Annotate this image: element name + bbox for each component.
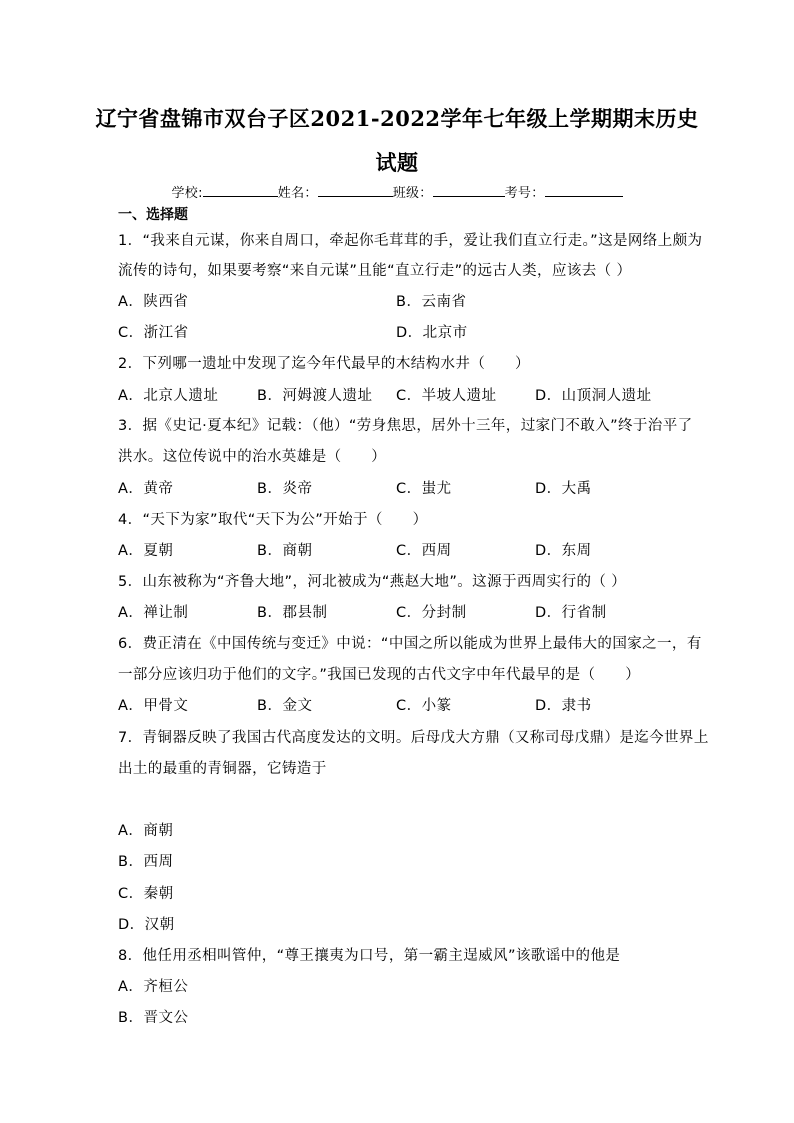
question-7-option-b: B．西周 — [118, 854, 174, 870]
question-2-option-b: B．河姆渡人遗址 — [257, 388, 373, 404]
question-8-option-b: B．晋文公 — [118, 1010, 189, 1026]
question-6-line-1: 6．费正清在《中国传统与变迁》中说：“中国之所以能成为世界上最伟大的国家之一，有 — [118, 636, 702, 652]
question-3-line-2: 洪水。这位传说中的治水英雄是（ ） — [118, 449, 387, 465]
question-3-option-b: B．炎帝 — [257, 481, 313, 497]
question-5-option-b: B．郡县制 — [257, 605, 328, 621]
question-4-line-1: 4．“天下为家”取代“天下为公”开始于（ ） — [118, 512, 428, 528]
school-label: 学校: — [171, 186, 203, 201]
question-1-option-c: C．浙江省 — [118, 325, 189, 341]
question-6-option-a: A．甲骨文 — [118, 698, 189, 714]
question-2-line-1: 2．下列哪一遗址中发现了迄今年代最早的木结构水井（ ） — [118, 356, 530, 372]
question-1-option-b: B．云南省 — [396, 294, 467, 310]
question-8-line-1: 8．他任用丞相叫管仲，“尊王攘夷为口号，第一霸主逞威风”该歌谣中的他是 — [118, 948, 621, 964]
question-6-line-2: 一部分应该归功于他们的文字。”我国已发现的古代文字中年代最早的是（ ） — [118, 667, 641, 683]
question-3-option-d: D．大禹 — [535, 481, 592, 497]
question-4-option-d: D．东周 — [535, 543, 592, 559]
question-5-line-1: 5．山东被称为“齐鲁大地”，河北被成为“燕赵大地”。这源于西周实行的（ ） — [118, 574, 627, 590]
school-blank — [203, 183, 278, 197]
class-label: 班级： — [392, 186, 433, 201]
question-1-line-2: 流传的诗句，如果要考察“来自元谋”且能“直立行走”的远古人类，应该去（ ） — [118, 263, 632, 279]
number-blank — [545, 183, 623, 197]
question-4-option-b: B．商朝 — [257, 543, 313, 559]
question-3-line-1: 3．据《史记·夏本纪》记载：（他）“劳身焦思，居外十三年，过家门不敢入”终于治平了 — [118, 418, 693, 434]
question-5-option-a: A．禅让制 — [118, 605, 189, 621]
question-7-option-c: C．秦朝 — [118, 886, 174, 902]
question-6-option-c: C．小篆 — [396, 698, 452, 714]
question-5-option-c: C．分封制 — [396, 605, 467, 621]
question-4-option-a: A．夏朝 — [118, 543, 174, 559]
question-7-option-d: D．汉朝 — [118, 917, 175, 933]
question-2-option-d: D．山顶洞人遗址 — [535, 388, 652, 404]
question-3-option-c: C．蚩尤 — [396, 481, 452, 497]
section-title: 一、选择题 — [118, 207, 188, 223]
exam-title-continued: 试题 — [375, 150, 419, 175]
class-blank — [433, 183, 505, 197]
name-blank — [318, 183, 393, 197]
question-7-option-a: A．商朝 — [118, 823, 174, 839]
question-7-line-1: 7．青铜器反映了我国古代高度发达的文明。后母戊大方鼎（又称司母戊鼎）是迄今世界上 — [118, 730, 709, 746]
question-3-option-a: A．黄帝 — [118, 481, 174, 497]
question-2-option-a: A．北京人遗址 — [118, 388, 219, 404]
question-5-option-d: D．行省制 — [535, 605, 607, 621]
question-7-line-2: 出土的最重的青铜器，它铸造于 — [118, 761, 327, 777]
name-label: 姓名： — [277, 186, 318, 201]
question-6-option-b: B．金文 — [257, 698, 313, 714]
question-6-option-d: D．隶书 — [535, 698, 592, 714]
question-8-option-a: A．齐桓公 — [118, 979, 189, 995]
exam-title: 辽宁省盘锦市双台子区2021-2022学年七年级上学期期末历史 — [95, 106, 699, 131]
question-1-line-1: 1．“我来自元谋，你来自周口，牵起你毛茸茸的手，爱让我们直立行走。”这是网络上颇为 — [118, 233, 703, 249]
question-1-option-d: D．北京市 — [396, 325, 468, 341]
student-info-row — [0, 182, 794, 201]
question-4-option-c: C．西周 — [396, 543, 452, 559]
number-label: 考号： — [504, 186, 545, 201]
question-1-option-a: A．陕西省 — [118, 294, 189, 310]
question-2-option-c: C．半坡人遗址 — [396, 388, 497, 404]
